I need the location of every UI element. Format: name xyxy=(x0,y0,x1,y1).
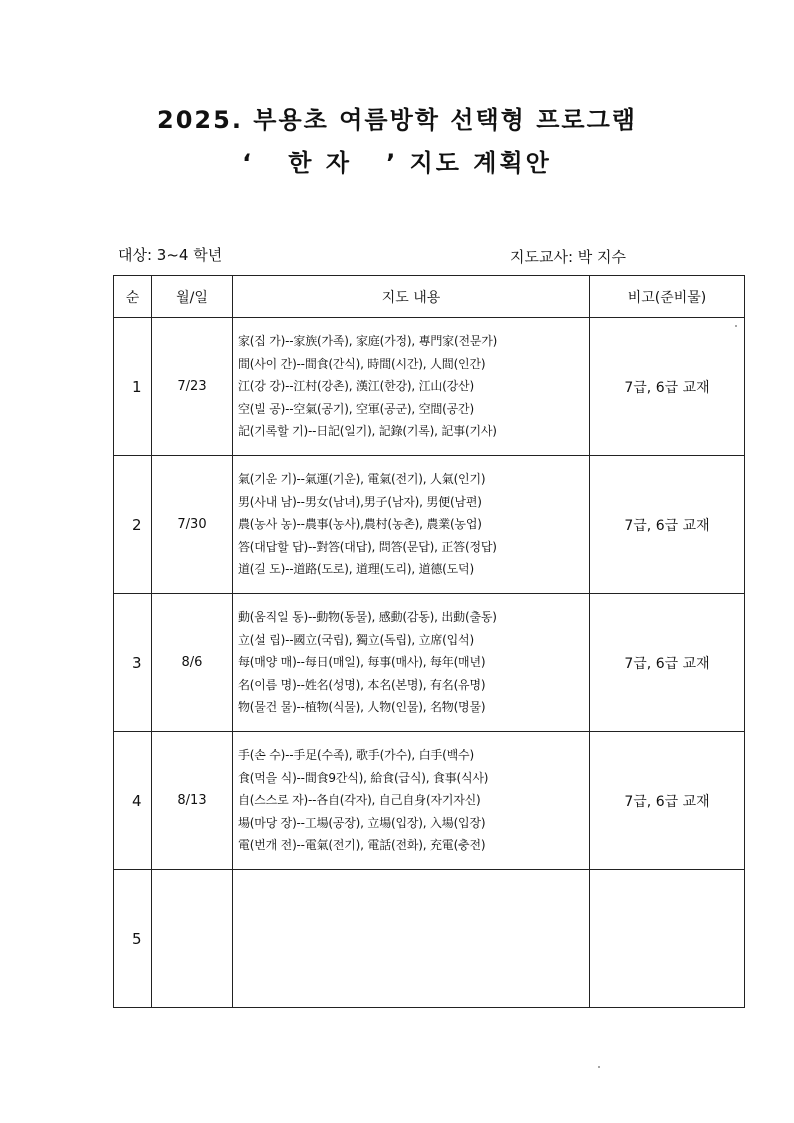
table-header-row xyxy=(114,276,745,318)
content-line: 電(번개 전)--電氣(전기), 電話(전화), 充電(충전) xyxy=(238,838,486,853)
table-row xyxy=(114,870,745,1008)
content-line: 間(사이 간)--間食(간식), 時間(시간), 人間(인간) xyxy=(238,356,486,371)
row-note xyxy=(590,870,745,1008)
content-line: 手(손 수)--手足(수족), 歌手(가수), 白手(백수) xyxy=(238,748,474,763)
content-line: 家(집 가)--家族(가족), 家庭(가정), 專門家(전문가) xyxy=(238,334,498,349)
row-number: 3 xyxy=(114,594,152,732)
row-note: 7급, 6급 교재 xyxy=(590,318,745,456)
row-content xyxy=(233,456,590,594)
target-grade: 대상: 3~4 학년 xyxy=(118,246,223,264)
row-date: 7/30 xyxy=(152,456,233,594)
row-date: 8/13 xyxy=(152,732,233,870)
row-content xyxy=(233,870,590,1008)
row-number: 1 xyxy=(114,318,152,456)
content-line: 場(마당 장)--工場(공장), 立場(입장), 入場(입장) xyxy=(238,815,486,830)
table-row xyxy=(114,594,745,732)
lesson-plan-table xyxy=(113,275,745,1008)
content-line: 記(기록할 기)--日記(일기), 記錄(기록), 記事(기사) xyxy=(238,424,497,439)
header-content: 지도 내용 xyxy=(233,276,590,318)
header-date: 월/일 xyxy=(152,276,233,318)
content-line: 名(이름 명)--姓名(성명), 本名(본명), 有名(유명) xyxy=(238,677,486,692)
table-row xyxy=(114,456,745,594)
table-row xyxy=(114,318,745,456)
row-number: 4 xyxy=(114,732,152,870)
scan-speck xyxy=(598,1066,600,1068)
row-note: 7급, 6급 교재 xyxy=(590,456,745,594)
row-note: 7급, 6급 교재 xyxy=(590,732,745,870)
header-order: 순 xyxy=(114,276,152,318)
content-line: 氣(기운 기)--氣運(기운), 電氣(전기), 人氣(인기) xyxy=(238,472,486,487)
row-content xyxy=(233,594,590,732)
row-date: 8/6 xyxy=(152,594,233,732)
content-line: 男(사내 남)--男女(남녀),男子(남자), 男便(남편) xyxy=(238,494,482,509)
document-title: 2025. 부용초 여름방학 선택형 프로그램 xyxy=(157,106,637,134)
content-line: 道(길 도)--道路(도로), 道理(도리), 道德(도덕) xyxy=(238,562,474,577)
content-line: 農(농사 농)--農事(농사),農村(농촌), 農業(농업) xyxy=(238,517,482,532)
row-number: 5 xyxy=(114,870,152,1008)
content-line: 自(스스로 자)--各自(각자), 自己自身(자기자신) xyxy=(238,793,481,808)
content-line: 每(매양 매)--每日(매일), 每事(매사), 每年(매년) xyxy=(238,655,486,670)
row-content xyxy=(233,732,590,870)
header-note: 비고(준비물) xyxy=(590,276,745,318)
content-line: 空(빌 공)--空氣(공기), 空軍(공군), 空間(공간) xyxy=(238,401,474,416)
row-date: 7/23 xyxy=(152,318,233,456)
content-line: 食(먹을 식)--間食9간식), 給食(급식), 食事(식사) xyxy=(238,770,489,785)
content-line: 江(강 강)--江村(강촌), 漢江(한강), 江山(강산) xyxy=(238,379,474,394)
scan-speck xyxy=(735,325,737,327)
content-line: 立(설 립)--國立(국립), 獨立(독립), 立席(입석) xyxy=(238,632,474,647)
content-line: 答(대답할 답)--對答(대답), 問答(문답), 正答(정답) xyxy=(238,539,497,554)
row-date xyxy=(152,870,233,1008)
row-note: 7급, 6급 교재 xyxy=(590,594,745,732)
table-row xyxy=(114,732,745,870)
row-number: 2 xyxy=(114,456,152,594)
content-line: 動(움직일 동)--動物(동물), 感動(감동), 出動(출동) xyxy=(238,610,497,625)
content-line: 物(물건 물)--植物(식물), 人物(인물), 名物(명물) xyxy=(238,700,486,715)
teacher-name: 지도교사: 박 지수 xyxy=(510,248,627,266)
document-subtitle: ‘ 한 자 ’ 지도 계획안 xyxy=(242,149,552,177)
row-content xyxy=(233,318,590,456)
